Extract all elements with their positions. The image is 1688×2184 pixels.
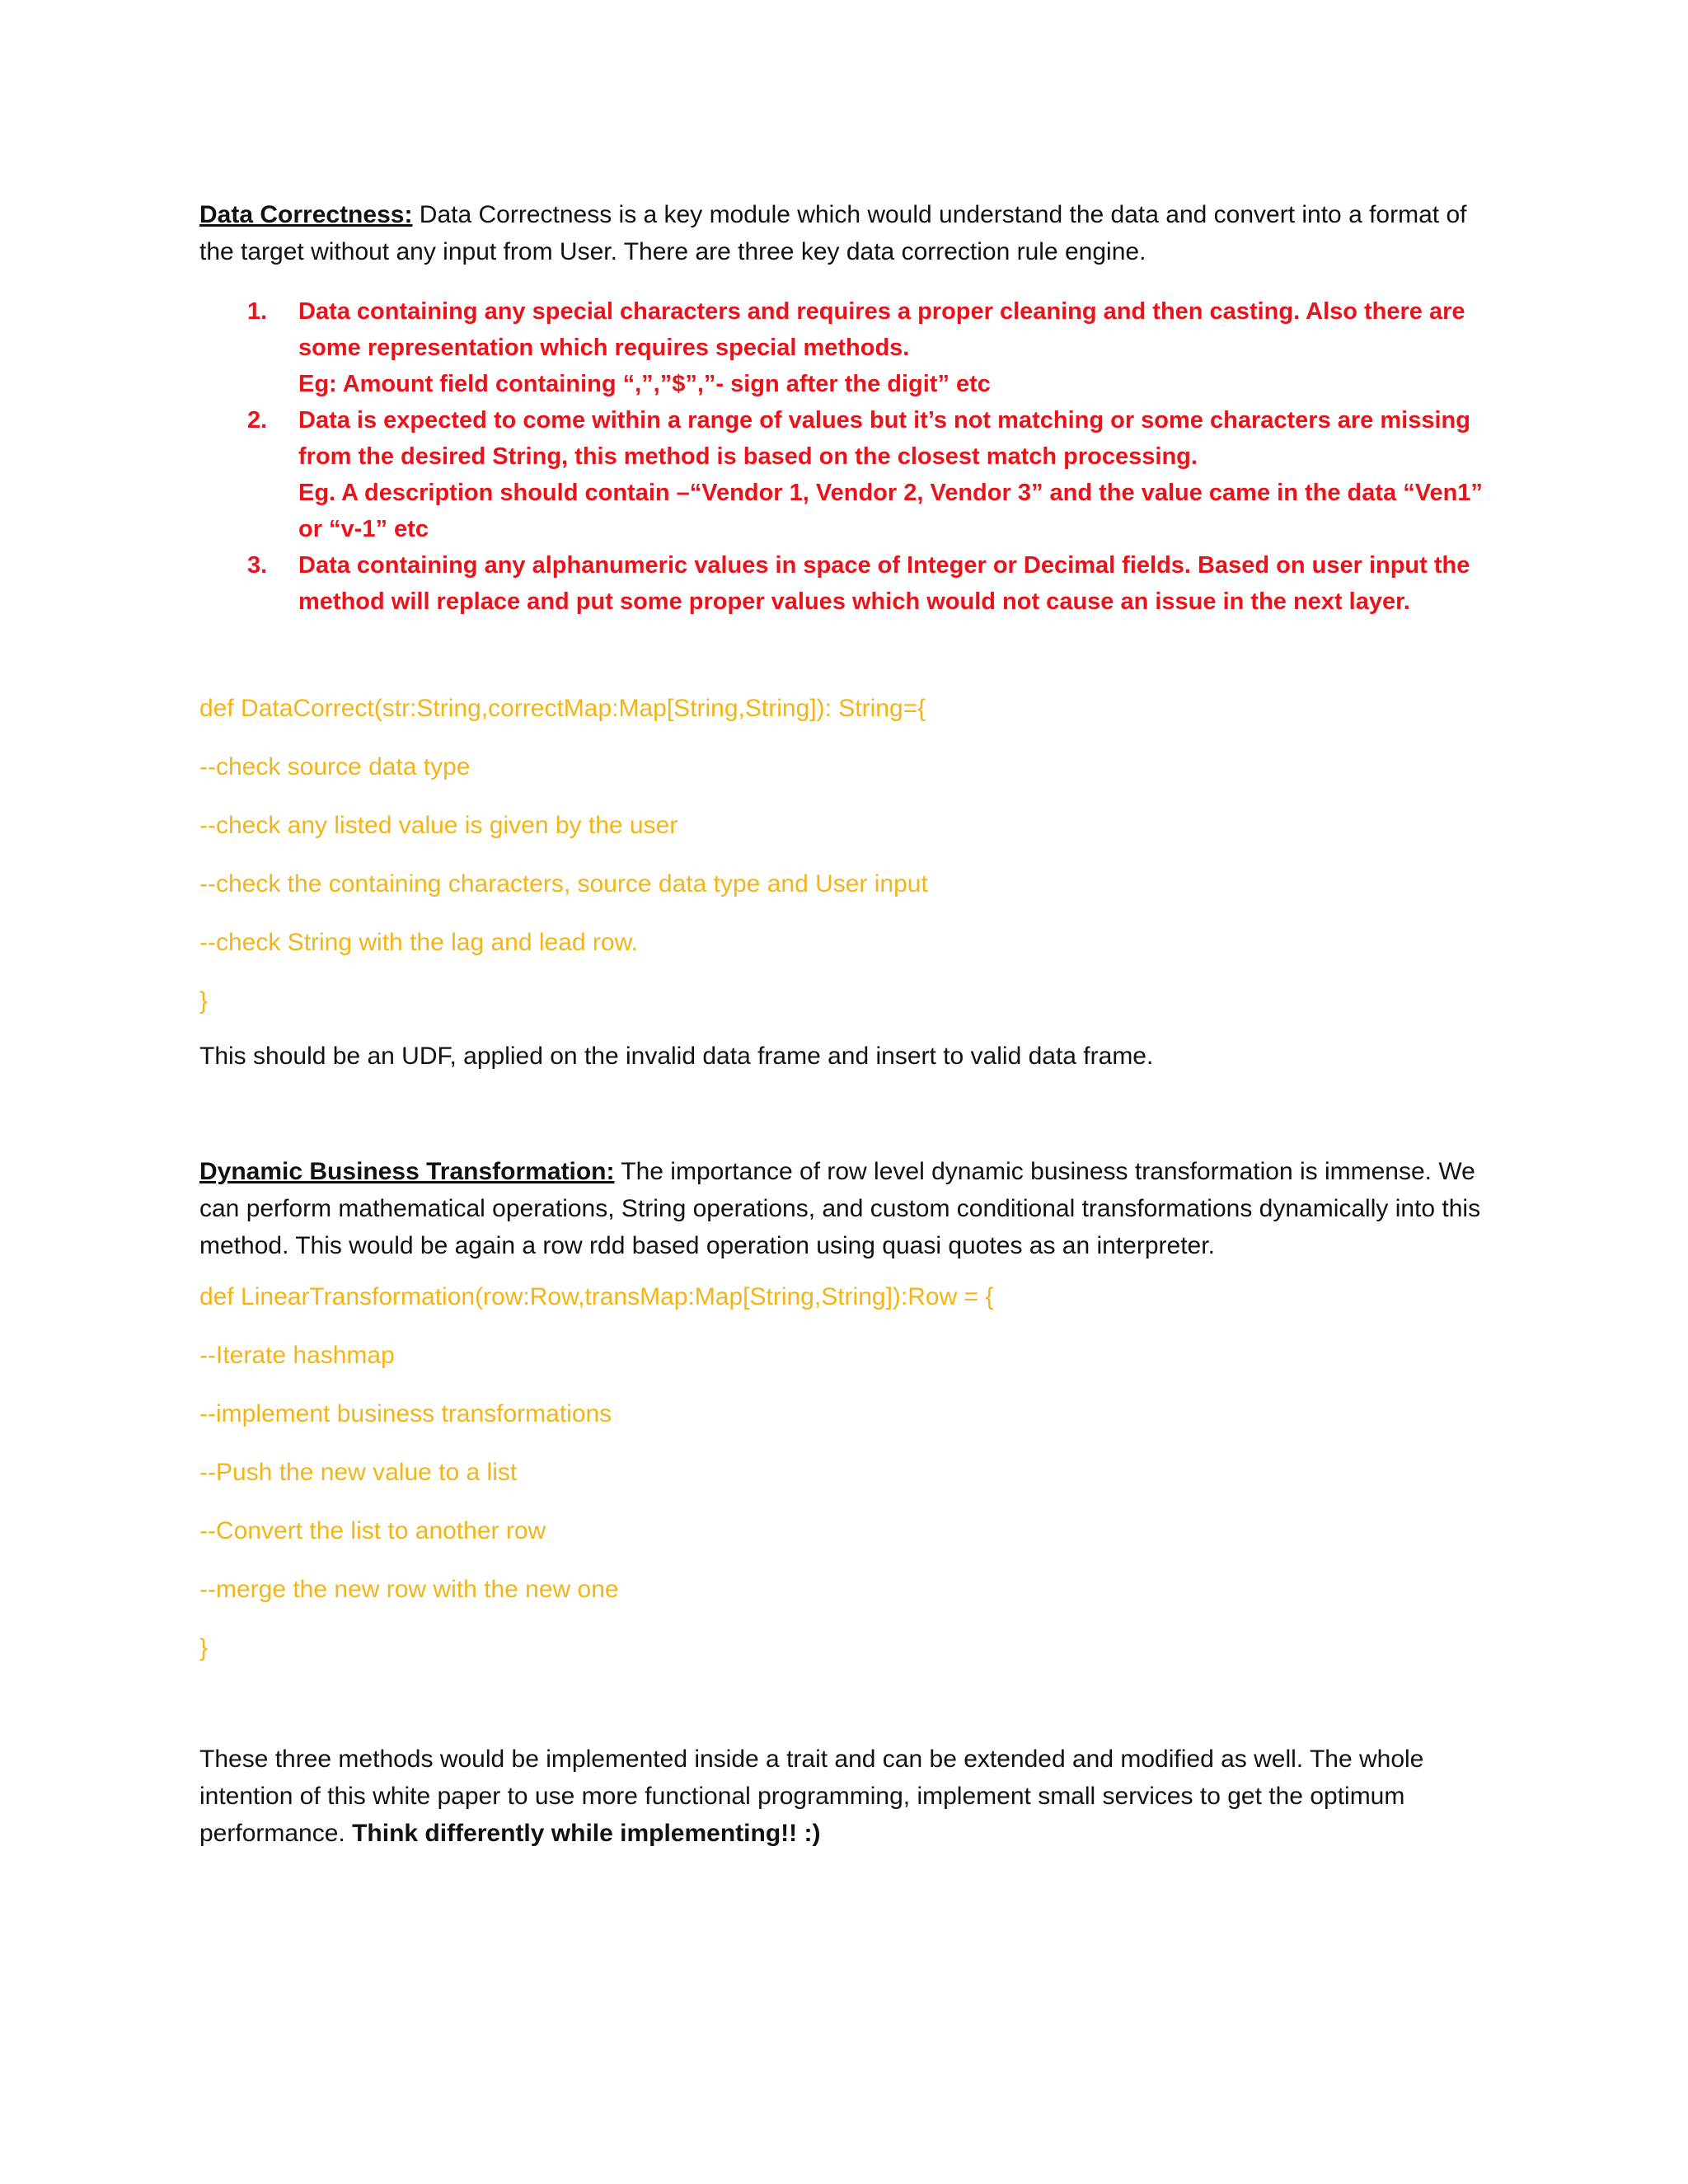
data-correctness-paragraph	[199, 196, 1502, 270]
code-line: --merge the new row with the new one	[199, 1576, 619, 1603]
code-line: }	[199, 987, 209, 1015]
rule-number: 3.	[247, 552, 268, 579]
code-line: def LinearTransformation(row:Row,transMap:Map[String,String]):Row = {	[199, 1283, 994, 1310]
lineartransformation-code-block	[199, 1281, 1502, 1665]
rule-number: 1.	[247, 298, 268, 325]
code-line: def DataCorrect(str:String,correctMap:Map[String,String]): String={	[199, 695, 926, 722]
conclusion-bold-text: Think differently while implementing!! :)	[352, 1820, 821, 1847]
code-line: --Push the new value to a list	[199, 1459, 518, 1486]
code-line: --Convert the list to another row	[199, 1517, 546, 1544]
udf-note: This should be an UDF, applied on the invalid data frame and insert to valid data frame.	[199, 1043, 1154, 1070]
rule-item	[199, 547, 1502, 620]
rule-item	[199, 402, 1502, 547]
rule-example: Eg. A description should contain –“Vendor 1, Vendor 2, Vendor 3” and the value came in the data “Ven1” or “v-1” etc	[298, 480, 1483, 542]
rule-text: Data is expected to come within a range of values but it’s not matching or some characters are missing from the desired String, this method is based on the closest match processing.	[298, 407, 1470, 470]
conclusion-paragraph	[199, 1741, 1502, 1852]
code-line: --Iterate hashmap	[199, 1342, 395, 1369]
code-line: --check String with the lag and lead row.	[199, 929, 638, 956]
code-line: --implement business transformations	[199, 1400, 612, 1427]
code-line: --check source data type	[199, 753, 471, 780]
document-page	[199, 196, 1502, 1852]
code-line: --check the containing characters, source data type and User input	[199, 870, 928, 898]
rule-number: 2.	[247, 407, 268, 434]
conclusion-text: These three methods would be implemented inside a trait and can be extended and modified as well. The whole intention of this white paper to use more functional programming, implement small services to get the optimum performance.	[199, 1746, 1424, 1847]
datacorrect-code-block	[199, 692, 1502, 1018]
rule-item	[199, 293, 1502, 402]
dynamic-transformation-paragraph	[199, 1153, 1502, 1264]
code-line: --check any listed value is given by the user	[199, 812, 678, 839]
rule-example: Eg: Amount field containing “,”,”$”,”- sign after the digit” etc	[298, 371, 991, 397]
correction-rules-list	[199, 293, 1502, 620]
code-line: }	[199, 1634, 209, 1661]
rule-text: Data containing any alphanumeric values in space of Integer or Decimal fields. Based on user input the method will replace and put some proper values which would not cause an issue in the next layer.	[298, 552, 1470, 615]
rule-text: Data containing any special characters and requires a proper cleaning and then casting. Also there are some representation which requires special methods.	[298, 298, 1465, 361]
data-correctness-text: Data Correctness is a key module which would understand the data and convert into a format of the target without any input from User. There are three key data correction rule engine.	[199, 201, 1467, 265]
dynamic-transformation-heading: Dynamic Business Transformation:	[199, 1158, 615, 1185]
data-correctness-heading: Data Correctness:	[199, 201, 413, 228]
dynamic-transformation-text: The importance of row level dynamic business transformation is immense. We can perform mathematical operations, String operations, and custom conditional transformations dynamically into this method. This would be again a row rdd based operation using quasi quotes as an interpreter.	[199, 1158, 1481, 1259]
